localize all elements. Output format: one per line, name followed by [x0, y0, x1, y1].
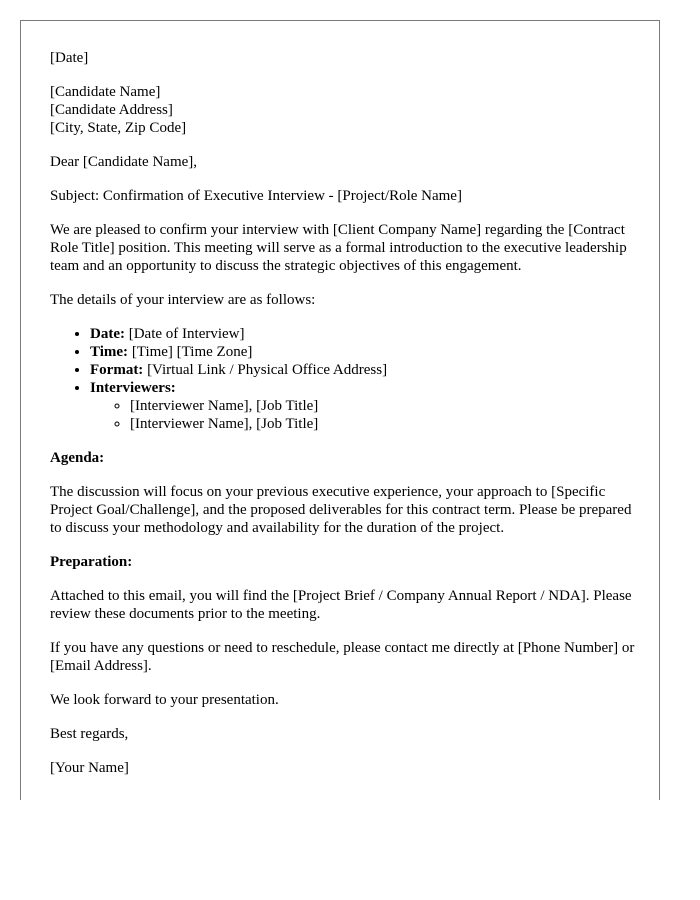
preparation-paragraph: Attached to this email, you will find the [Project Brief / Company Annual Report / NDA]. Please review these documents prior to the meeting. [50, 588, 632, 622]
subject-line: Subject: Confirmation of Executive Interview - [Project/Role Name] [50, 188, 462, 204]
agenda-paragraph: The discussion will focus on your previous executive experience, your approach to [Specific Project Goal/Challenge], and the proposed deliverables for this contract term. Please be prepared to discuss your methodology and availability for the duration of the project. [50, 484, 632, 536]
recipient-city: [City, State, Zip Code] [50, 120, 187, 136]
time-value: [Time] [Time Zone] [128, 344, 253, 360]
date-label: Date: [90, 326, 125, 342]
details-intro: The details of your interview are as follows: [50, 292, 316, 308]
closing-line: We look forward to your presentation. [50, 692, 279, 708]
format-value: [Virtual Link / Physical Office Address] [143, 362, 388, 378]
details-item-interviewers [90, 379, 640, 433]
interviewers-list [90, 397, 640, 433]
contact-paragraph: If you have any questions or need to reschedule, please contact me directly at [Phone Number] or [Email Address]. [50, 640, 635, 674]
date-value: [Date of Interview] [124, 326, 245, 342]
details-item-time [90, 343, 640, 361]
recipient-name: [Candidate Name] [50, 84, 161, 100]
letter-page [20, 20, 660, 800]
time-label: Time: [90, 344, 129, 360]
interview-details-list [50, 325, 640, 433]
interviewer-item: ◦ [Interviewer Name], [Job Title] [130, 415, 640, 433]
interviewer-item: ◦ [Interviewer Name], [Job Title] [130, 397, 640, 415]
intro-paragraph: We are pleased to confirm your interview with [Client Company Name] regarding the [Contract Role Title] position. This meeting will serve as a formal introduction to the executive leadership team and an opportunity to discuss the strategic objectives of this engagement. [50, 222, 627, 274]
letter-date: [Date] [50, 50, 89, 66]
sign-off: Best regards, [50, 726, 129, 742]
format-label: Format: [90, 362, 144, 378]
signature-name: [Your Name] [50, 760, 129, 776]
preparation-heading: Preparation: [50, 554, 133, 570]
agenda-heading: Agenda: [50, 450, 105, 466]
interviewers-label: Interviewers: [90, 380, 176, 396]
salutation: Dear [Candidate Name], [50, 154, 198, 170]
details-item-date [90, 325, 640, 343]
recipient-address-block [50, 83, 640, 137]
details-item-format [90, 361, 640, 379]
letter-content [50, 49, 640, 793]
recipient-address: [Candidate Address] [50, 102, 173, 118]
